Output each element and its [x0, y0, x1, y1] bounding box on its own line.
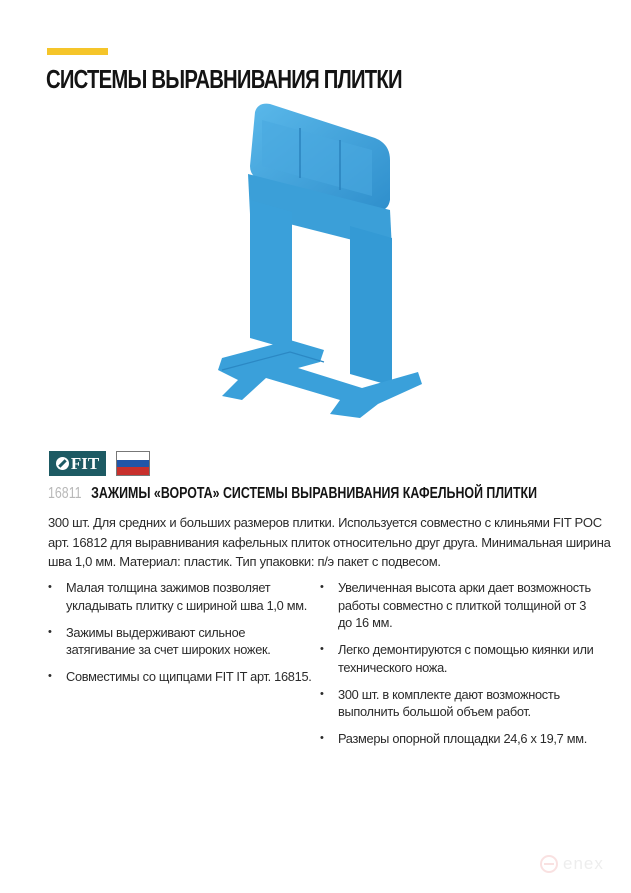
product-image — [200, 100, 430, 420]
product-description: 300 шт. Для средних и больших размеров плитки. Используется совместно с клиньями FIT POC арт. 16812 для выравнивания кафельных плиток относительно друг друга. Минимальная ширина шва 1,0 мм. Материал: пластик. Тип упаковки: п/э пакет с подвесом. — [48, 515, 611, 569]
enex-logo-icon — [540, 855, 558, 873]
enex-watermark — [540, 854, 604, 874]
tile-clip-icon — [200, 100, 430, 420]
feature-item: • Малая толщина зажимов позволяет укладывать плитку с шириной шва 1,0 мм. — [48, 580, 307, 613]
fit-logo-text: FIT — [70, 453, 100, 473]
fit-logo-mark-icon — [56, 457, 69, 470]
title-accent-bar — [47, 48, 108, 55]
feature-item: • Совместимы со щипцами FIT IT арт. 16815. — [48, 669, 312, 684]
feature-item: • Увеличенная высота арки дает возможность работы совместно с плиткой толщиной от 3 до 16 мм. — [320, 580, 591, 630]
feature-item: • Зажимы выдерживают сильное затягивание за счет широких ножек. — [48, 624, 271, 657]
feature-item: • Легко демонтируются с помощью киянки или технического ножа. — [320, 642, 594, 675]
watermark-text: enex — [563, 854, 604, 873]
bullet-icon: • — [320, 581, 324, 593]
feature-item: • Размеры опорной площадки 24,6 х 19,7 мм. — [320, 731, 588, 746]
bullet-icon: • — [320, 687, 324, 700]
bullet-icon: • — [320, 643, 324, 655]
russia-flag-icon — [116, 451, 150, 476]
fit-brand-logo — [49, 451, 106, 476]
bullet-icon: • — [320, 732, 324, 744]
bullet-icon: • — [48, 581, 52, 593]
page-title: СИСТЕМЫ ВЫРАВНИВАНИЯ ПЛИТКИ — [46, 64, 402, 94]
feature-item: • 300 шт. в комплекте дают возможность выполнить большой объем работ. — [320, 686, 560, 719]
product-heading — [48, 485, 537, 503]
bullet-icon: • — [48, 625, 52, 638]
bullet-icon: • — [48, 670, 52, 682]
features-list-left — [48, 579, 313, 695]
product-name: ЗАЖИМЫ «ВОРОТА» СИСТЕМЫ ВЫРАВНИВАНИЯ КАФЕЛЬНОЙ ПЛИТКИ — [91, 485, 538, 502]
product-sku: 16811 — [48, 485, 82, 502]
features-list-right — [320, 579, 600, 757]
product-badges — [49, 451, 150, 476]
